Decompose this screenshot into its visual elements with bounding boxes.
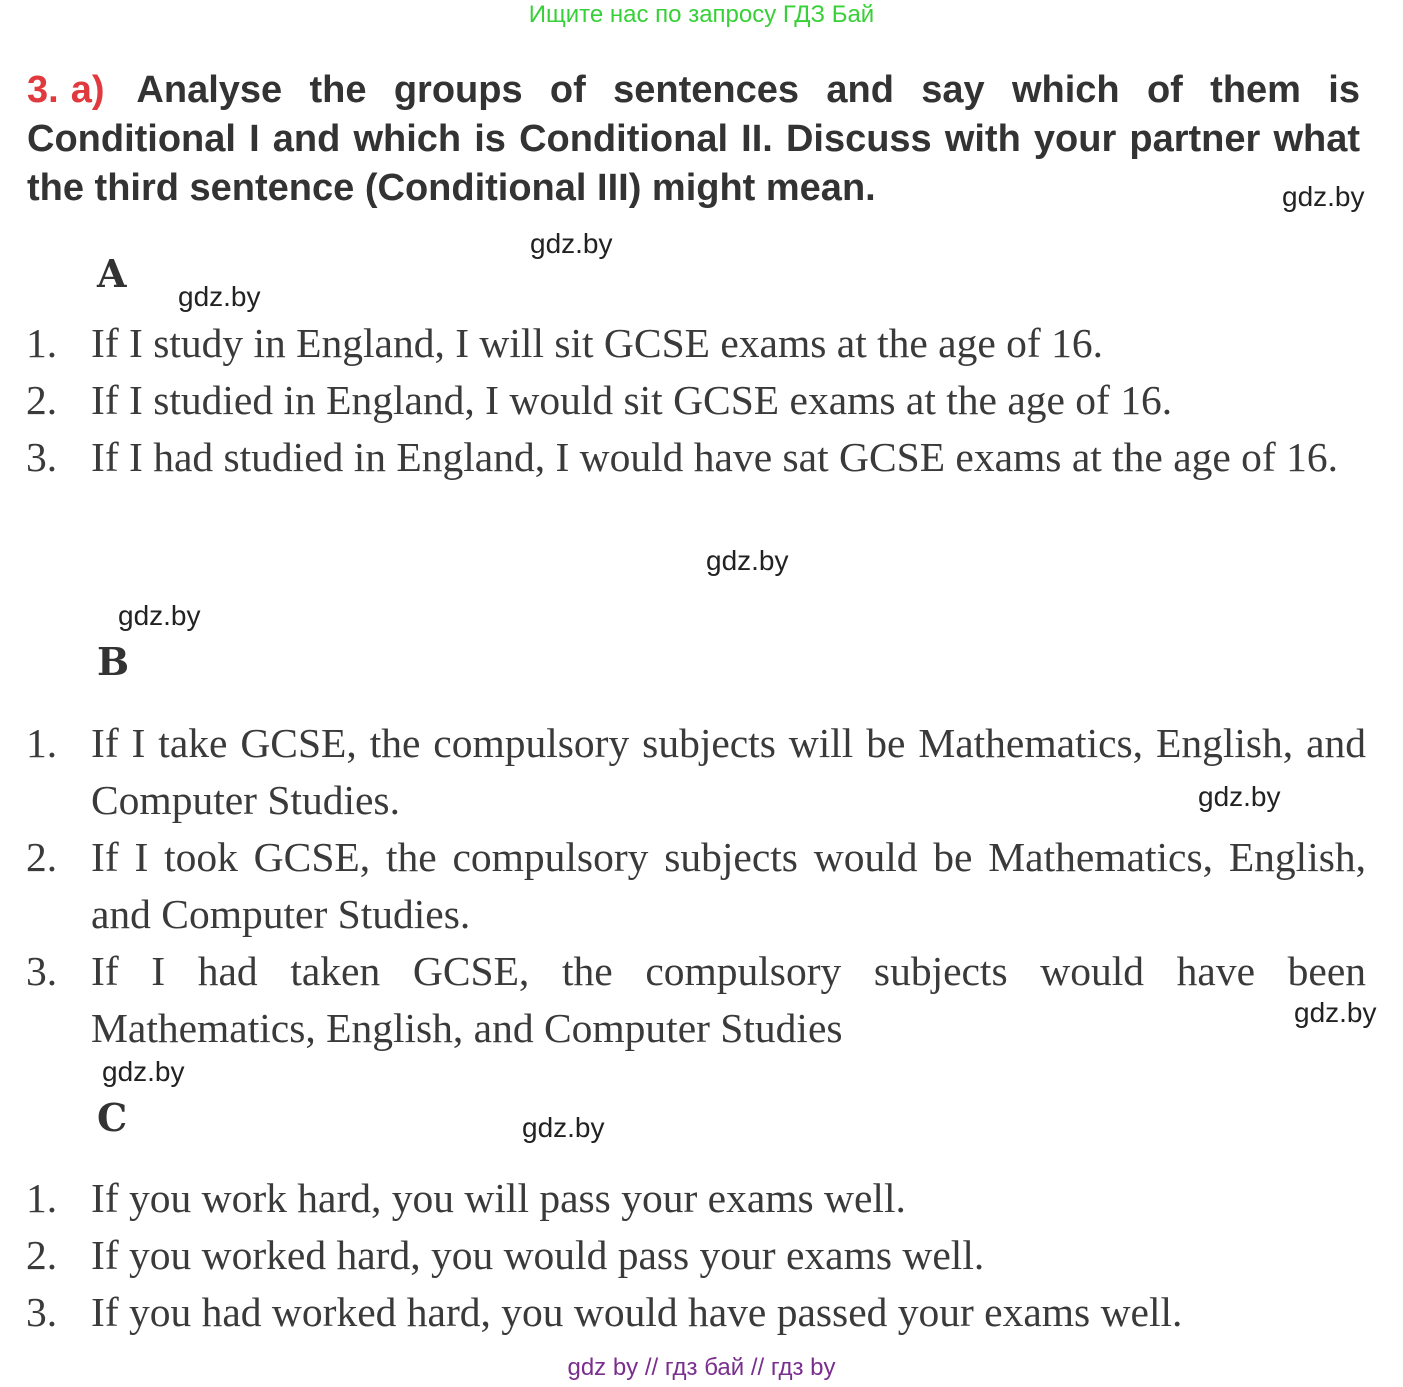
list-item (26, 1170, 1366, 1227)
item-text: If you work hard, you will pass your exams well. (91, 1175, 906, 1221)
group-label-a: A (97, 251, 127, 296)
list-item (26, 372, 1366, 429)
watermark: gdz.by (706, 545, 789, 576)
footer-watermark: gdz by // гдз бай // гдз by (567, 1354, 836, 1381)
group-c (26, 1170, 1366, 1341)
list-item (26, 315, 1366, 372)
item-number: 3. (26, 434, 58, 480)
task-subletter: a) (70, 69, 105, 111)
watermark: gdz.by (1282, 181, 1365, 212)
watermark: gdz.by (102, 1056, 185, 1087)
list-item (26, 943, 1366, 1057)
item-number: 1. (26, 1175, 58, 1221)
group-a (26, 315, 1366, 486)
item-number: 1. (26, 720, 58, 766)
task-text: Analyse the groups of sentences and say which of them is Conditional I and which is Conditional II. Discuss with your partner what the third sentence (Conditional III) might mean. (27, 69, 1360, 209)
item-number: 1. (26, 320, 58, 366)
item-number: 3. (26, 948, 58, 994)
watermark: gdz.by (178, 281, 261, 312)
group-label-b: B (97, 639, 130, 684)
item-number: 2. (26, 1232, 58, 1278)
item-text: If I had studied in England, I would have sat GCSE exams at the age of 16. (91, 434, 1339, 480)
top-banner: Ищите нас по запросу ГДЗ Бай (528, 1, 875, 28)
item-number: 2. (26, 834, 58, 880)
watermark: gdz.by (118, 600, 201, 631)
watermark: gdz.by (1198, 781, 1281, 812)
list-item (26, 715, 1366, 829)
item-text: If I had taken GCSE, the compulsory subjects would have been Mathematics, English, and Computer Studies (91, 948, 1366, 1051)
list-item (26, 829, 1366, 943)
group-b (26, 715, 1366, 1057)
list-item (26, 429, 1366, 486)
item-number: 3. (26, 1289, 58, 1335)
list-item (26, 1227, 1366, 1284)
list-item (26, 1284, 1366, 1341)
item-text: If you had worked hard, you would have passed your exams well. (91, 1289, 1183, 1335)
group-label-c: C (97, 1095, 128, 1140)
item-text: If I studied in England, I would sit GCSE exams at the age of 16. (91, 377, 1173, 423)
watermark: gdz.by (530, 228, 613, 259)
item-text: If you worked hard, you would pass your exams well. (91, 1232, 985, 1278)
task-heading (27, 66, 1360, 213)
item-number: 2. (26, 377, 58, 423)
item-text: If I took GCSE, the compulsory subjects would be Mathematics, English, and Computer Studies. (91, 834, 1366, 937)
item-text: If I take GCSE, the compulsory subjects will be Mathematics, English, and Computer Studies. (91, 720, 1366, 823)
item-text: If I study in England, I will sit GCSE exams at the age of 16. (91, 320, 1103, 366)
watermark: gdz.by (522, 1112, 605, 1143)
task-number: 3. (27, 69, 59, 111)
watermark: gdz.by (1294, 997, 1377, 1028)
